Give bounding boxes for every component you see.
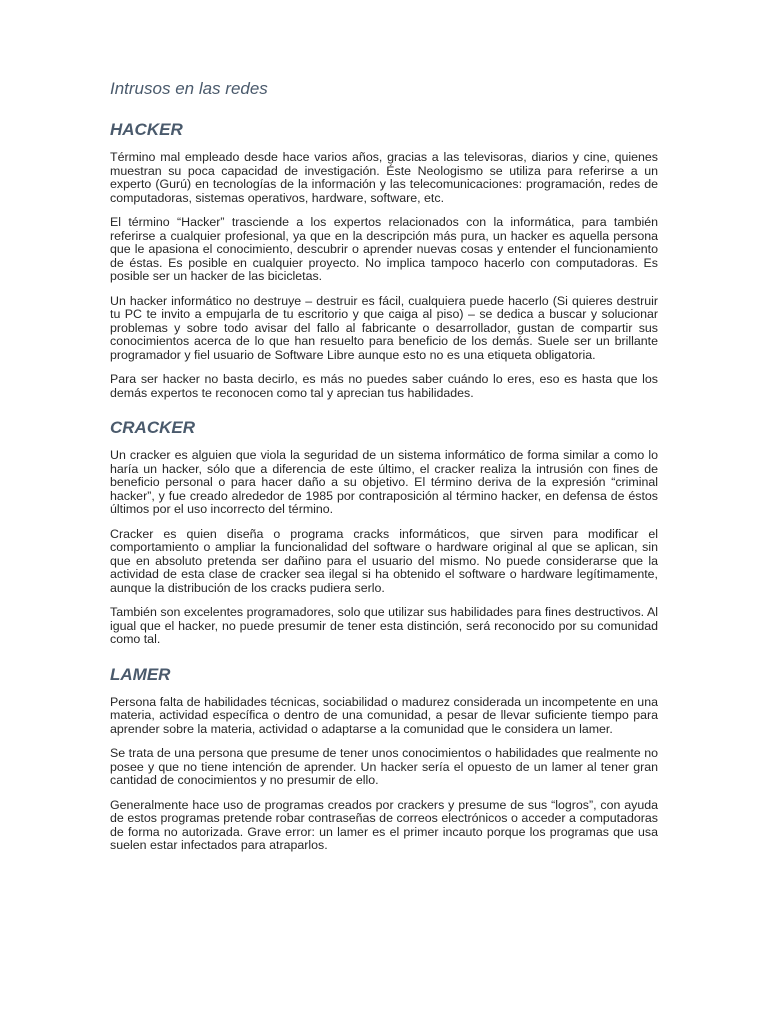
document-title: Intrusos en las redes bbox=[110, 79, 268, 98]
paragraph: Persona falta de habilidades técnicas, sociabilidad o madurez considerada un incompetente en una materia, actividad específica o dentro de una comunidad, a pesar de llevar suficiente tiempo para aprender sobre la materia, actividad o adaptarse a la comunidad que le considera un lamer. bbox=[110, 694, 658, 736]
section-heading-cracker: CRACKER bbox=[110, 418, 195, 437]
section-lamer bbox=[110, 664, 658, 853]
paragraph: Término mal empleado desde hace varios años, gracias a las televisoras, diarios y cine, quienes muestran su poca capacidad de investigación. Éste Neologismo se utiliza para referirse a un experto (Gurú) en tecnologías de la información y las telecomunicaciones: programación, redes de computadoras, sistemas operativos, hardware, software, etc. bbox=[110, 150, 658, 205]
paragraph: Para ser hacker no basta decirlo, es más no puedes saber cuándo lo eres, eso es hasta que los demás expertos te reconocen como tal y aprecian tus habilidades. bbox=[110, 372, 658, 400]
paragraph: Un hacker informático no destruye – destruir es fácil, cualquiera puede hacerlo (Si quieres destruir tu PC te invito a empujarla de tu escritorio y que caiga al piso) – se dedica a buscar y solucionar problemas y sobre todo avisar del fallo al fabricante o desarrollador, gustan de compartir sus conocimientos acerca de lo que han resuelto para beneficio de los demás. Suele ser un brillante programador y fiel usuario de Software Libre aunque esto no es una etiqueta obligatoria. bbox=[110, 293, 658, 362]
paragraph: Generalmente hace uso de programas creados por crackers y presume de sus “logros”, con ayuda de estos programas pretende robar contraseñas de correos electrónicos o acceder a computadoras de forma no autorizada. Grave error: un lamer es el primer incauto porque los programas que usa suelen estar infectados para atraparlos. bbox=[110, 797, 658, 852]
paragraph: Cracker es quien diseña o programa cracks informáticos, que sirven para modificar el comportamiento o ampliar la funcionalidad del software o hardware original al que se aplican, sin que en absoluto pretenda ser dañino para el usuario del mismo. No puede considerarse que la actividad de esta clase de cracker sea ilegal si ha obtenido el software o hardware legítimamente, aunque la distribución de los cracks pudiera serlo. bbox=[110, 526, 658, 595]
paragraph: También son excelentes programadores, solo que utilizar sus habilidades para fines destructivos. Al igual que el hacker, no puede presumir de tener esta distinción, será reconocido por su comunidad como tal. bbox=[110, 605, 658, 646]
document-page bbox=[110, 78, 658, 864]
paragraph: El término “Hacker” trasciende a los expertos relacionados con la informática, para también referirse a cualquier profesional, ya que en la descripción más pura, un hacker es aquella persona que le apasiona el conocimiento, descubrir o aprender nuevas cosas y entender el funcionamiento de éstas. Es posible en cualquier proyecto. No implica tampoco hacerlo con computadoras. Es posible ser un hacker de las bicicletas. bbox=[110, 215, 658, 283]
section-heading-hacker: HACKER bbox=[110, 120, 183, 139]
paragraph: Un cracker es alguien que viola la seguridad de un sistema informático de forma similar a como lo haría un hacker, sólo que a diferencia de este último, el cracker realiza la intrusión con fines de beneficio personal o para hacer daño a su objetivo. El término deriva de la expresión “criminal hacker”, y fue creado alrededor de 1985 por contraposición al término hacker, en defensa de éstos últimos por el uso incorrecto del término. bbox=[110, 448, 658, 516]
section-heading-lamer: LAMER bbox=[110, 664, 171, 684]
section-hacker bbox=[110, 119, 658, 400]
section-cracker bbox=[110, 417, 658, 647]
paragraph: Se trata de una persona que presume de tener unos conocimientos o habilidades que realmente no posee y que no tiene intención de aprender. Un hacker sería el opuesto de un lamer al tener gran cantidad de conocimientos y no presumir de ello. bbox=[110, 746, 658, 787]
